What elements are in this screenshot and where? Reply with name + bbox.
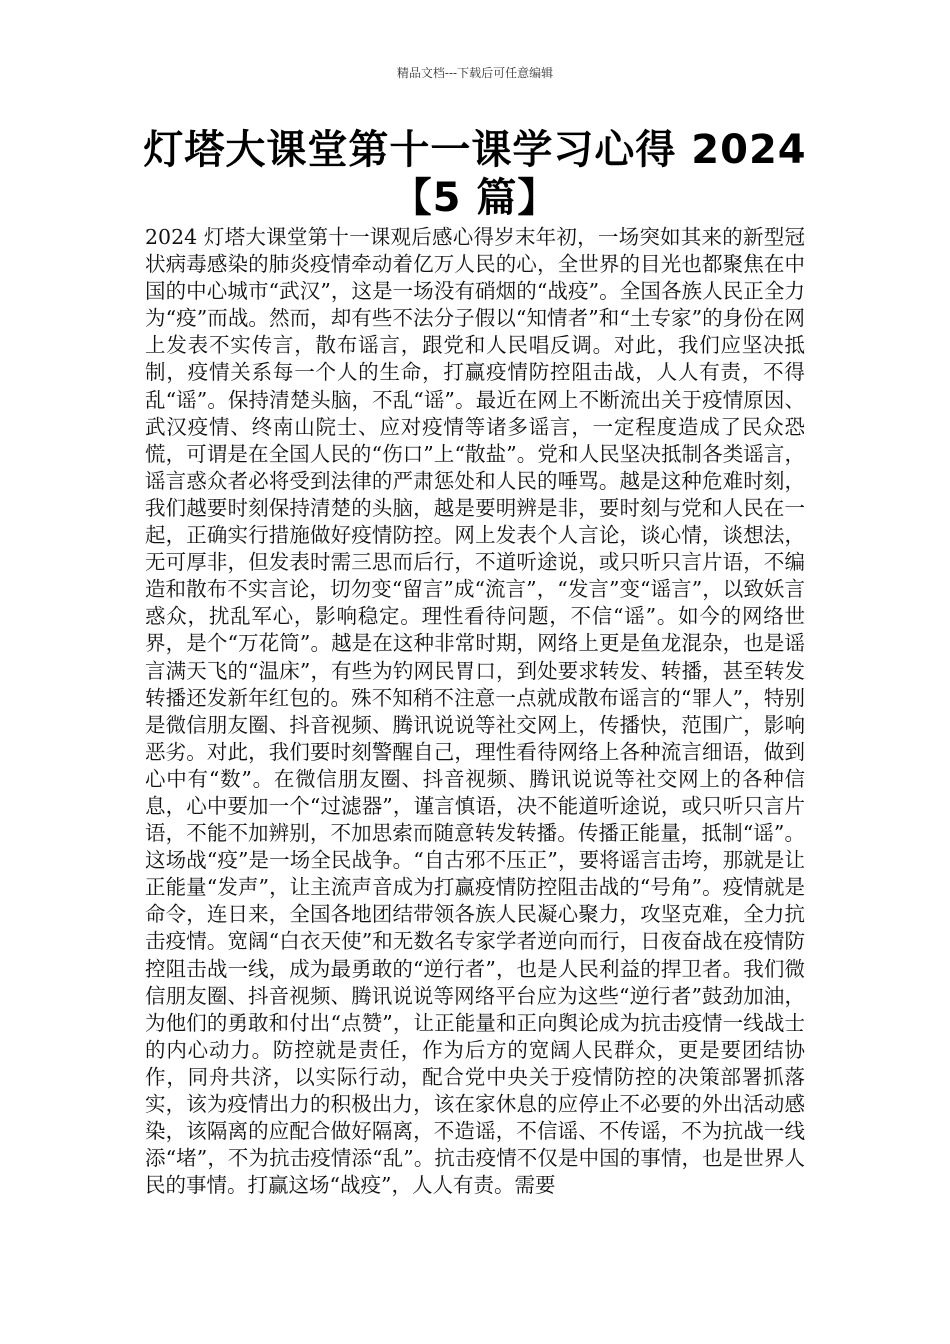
document-body: 2024 灯塔大课堂第十一课观后感心得岁末年初，一场突如其来的新型冠状病毒感染的肺炎疫情牵动着亿万人民的心，全世界的目光也都聚焦在中国的中心城市“武汉”，这是一场没有硝烟的“战疫”。全国各族人民正全力为“疫”而战。然而，却有些不法分子假以“知情者”和“土专家”的身份在网上发表不实传言，散布谣言，跟党和人民唱反调。对此，我们应坚决抵制，疫情关系每一个人的生命，打赢疫情防控阻击战，人人有责，不得乱“谣”。保持清楚头脑，不乱“谣”。最近在网上不断流出关于疫情原因、武汉疫情、终南山院士、应对疫情等诸多谣言，一定程度造成了民众恐慌，可谓是在全国人民的“伤口”上“散盐”。党和人民坚决抵制各类谣言，谣言惑众者必将受到法律的严肃惩处和人民的唾骂。越是这种危难时刻，我们越要时刻保持清楚的头脑，越是要明辨是非，要时刻与党和人民在一起，正确实行措施做好疫情防控。网上发表个人言论，谈心情，谈想法，无可厚非，但发表时需三思而后行，不道听途说，或只听只言片语，不编造和散布不实言论，切勿变“留言”成“流言”，“发言”变“谣言”，以致妖言惑众，扰乱军心，影响稳定。理性看待问题，不信“谣”。如今的网络世界，是个“万花筒”。越是在这种非常时期，网络上更是鱼龙混杂，也是谣言满天飞的“温床”，有些为钓网民胃口，到处要求转发、转播，甚至转发转播还发新年红包的。殊不知稍不注意一点就成散布谣言的“罪人”，特别是微信朋友圈、抖音视频、腾讯说说等社交网上，传播快，范围广，影响恶劣。对此，我们要时刻警醒自己，理性看待网络上各种流言细语，做到心中有“数”。在微信朋友圈、抖音视频、腾讯说说等社交网上的各种信息，心中要加一个“过滤器”，谨言慎语，决不能道听途说，或只听只言片语，不能不加辨别，不加思索而随意转发转播。传播正能量，抵制“谣”。这场战“疫”是一场全民战争。“自古邪不压正”，要将谣言击垮，那就是让正能量“发声”，让主流声音成为打赢疫情防控阻击战的“号角”。疫情就是命令，连日来，全国各地团结带领各族人民凝心聚力，攻坚克难，全力抗击疫情。宽阔“白衣天使”和无数名专家学者逆向而行，日夜奋战在疫情防控阻击战一线，成为最勇敢的“逆行者”，也是人民利益的捍卫者。我们微信朋友圈、抖音视频、腾讯说说等网络平台应为这些“逆行者”鼓劲加油，为他们的勇敢和付出“点赞”，让正能量和正向舆论成为抗击疫情一线战士的内心动力。防控就是责任，作为后方的宽阔人民群众，更是要团结协作，同舟共济，以实际行动，配合党中央关于疫情防控的决策部署抓落实，该为疫情出力的积极出力，该在家休息的应停止不必要的外出活动感染，该隔离的应配合做好隔离，不造谣，不信谣、不传谣，不为抗战一线添“堵”，不为抗击疫情添“乱”。抗击疫情不仅是中国的事情，也是世界人民的事情。打赢这场“战疫”，人人有责。需要 [145,225,805,1198]
document-title: 灯塔大课堂第十一课学习心得 2024【5 篇】 [143,127,807,221]
page-header: 精品文档---下载后可任意编辑 [396,66,554,80]
